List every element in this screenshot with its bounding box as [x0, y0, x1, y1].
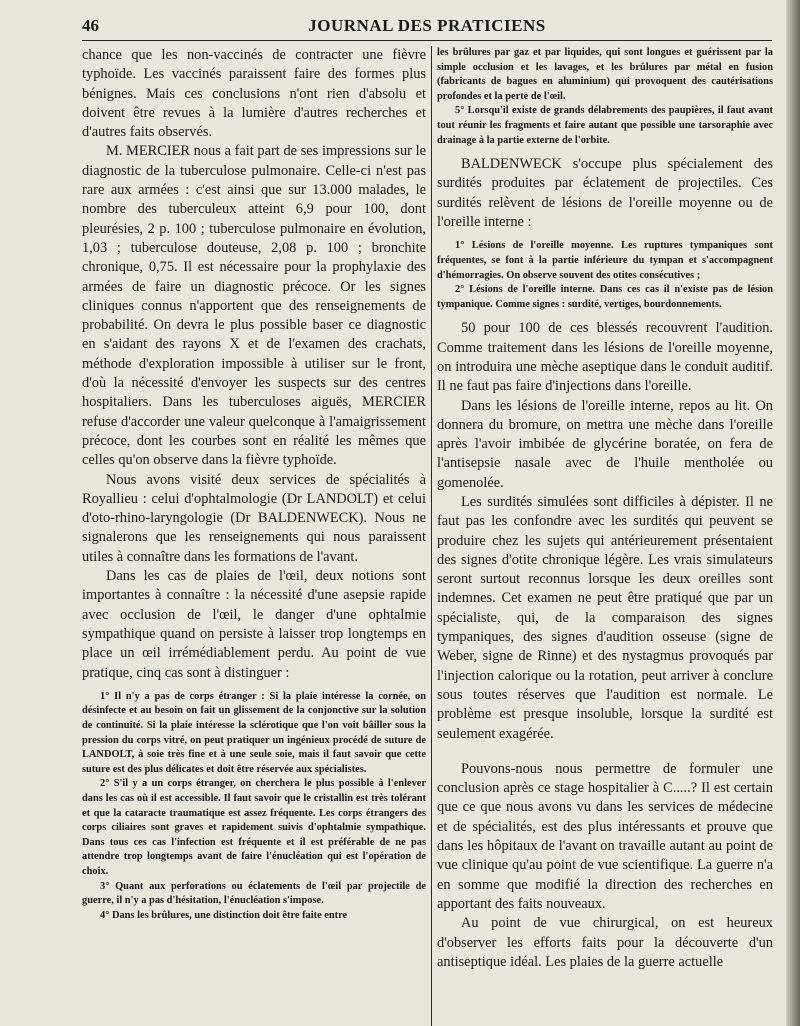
paragraph: Au point de vue chirurgical, on est heureux d'observer les efforts faits pour la découverte d'un antiseptique idéal. Les plaies de la guerre actuelle — [437, 915, 773, 970]
paragraph: Nous avons visité deux services de spécialités à Royallieu : celui d'ophtalmologie (Dr LANDOLT) et celui d'oto-rhino-laryngologie (Dr BALDENWECK). Nous ne signalerons que les renseignements qui nous paraissent utiles à connaître dans les formations de l'avant. — [82, 471, 426, 565]
numbered-note: 2° S'il y a un corps étranger, on cherchera le plus possible à l'enlever dans les cas où il est accessible. Il faut savoir que le cristallin est très tolérant et que la cataracte traumatique est assez fréquente. Les corps étrangers des corps ciliaires sont graves et rapidement suivis d'ophtalmie sympathique. Dans tous ces cas l'infection est fréquente et il est préférable de ne pas attendre trop longtemps avant de faire l'énucléation qui est l'opération de choix. — [82, 778, 426, 877]
page-header — [82, 12, 772, 42]
numbered-note: 2° Lésions de l'oreille interne. Dans ces cas il n'existe pas de lésion tympanique. Comme signes : surdité, vertiges, bourdonnements. — [437, 284, 773, 310]
paragraph: Pouvons-nous nous permettre de formuler une conclusion après ce stage hospitalier à C.....? Il est certain que ce que nous avons vu dans les services de médecine et de spécialités, est des plus intéressants et prouve que dans les hôpitaux de l'avant on travaille autant au point de vue clinique qu'au point de vue scientifique. La guerre n'a en somme que modifié la direction des recherches en apportant des faits nouveaux. — [437, 760, 773, 912]
numbered-note: 5° Lorsqu'il existe de grands délabrements des paupières, il faut avant tout réunir les fragments et faire autant que possible une tarsoraphie avec drainage à la partie externe de l'orbite. — [437, 105, 773, 146]
numbered-note: 3° Quant aux perforations ou éclatements de l'œil par projectile de guerre, il n'y a pas d'hésitation, l'énucléation s'impose. — [82, 880, 426, 907]
paragraph: 50 pour 100 de ces blessés recouvrent l'audition. Comme traitement dans les lésions de l'oreille moyenne, on introduira une mèche aseptique dans le conduit auditif. Il ne faut pas faire d'injections dans l'oreille. — [437, 320, 773, 395]
numbered-note: 4° Dans les brûlures, une distinction doit être faite entre — [100, 909, 348, 921]
header-rule — [82, 40, 772, 41]
page-number: 46 — [82, 16, 99, 35]
numbered-note: 1° Lésions de l'oreille moyenne. Les ruptures tympaniques sont fréquentes, se font à la partie inférieure du tympan et s'accompagnent d'hémorragies. On observe souvent des otites consécutives ; — [437, 240, 773, 281]
numbered-note: 1° Il n'y a pas de corps étranger : Si la plaie intéresse la cornée, on désinfecte et au besoin on fait un glissement de la conjonctive sur la solution de continuité. Si la plaie intéresse la sclérotique que l'on voit bâiller sous la pression du corps vitré, on peut pratiquer un ingénieux procédé de suture de LANDOLT, à soie très fine et à une seule soie, mais il faut savoir que cette suture est des plus délicates et doit être réservée aux spécialistes. — [82, 690, 426, 775]
page-edge-shadow — [786, 0, 800, 1026]
paragraph: Dans les lésions de l'oreille interne, repos au lit. On donnera du bromure, on mettra une mèche dans l'oreille après l'avoir imbibée de glycérine boratée, on fera de l'antisepsie nasale avec de l'huile mentholée ou gomenolée. — [437, 397, 773, 491]
paragraph: chance que les non-vaccinés de contracter une fièvre typhoïde. Les vaccinés paraissent faire des formes plus bénignes. Mais ces conclusions n'ont rien d'absolu et doivent être revues à la lumière d'autres recherches et d'autres faits observés. — [82, 47, 426, 141]
paragraph: Dans les cas de plaies de l'œil, deux notions sont importantes à connaître : la nécessité d'une asepsie rapide avec occlusion de l'œil, le danger d'une ophtalmie sympathique quand on persiste à laisser trop longtemps en place un œil irrémédiablement perdu. Au point de vue pratique, cinq cas sont à distinguer : — [82, 568, 426, 681]
column-divider — [431, 46, 432, 1026]
paragraph: M. MERCIER nous a fait part de ses impressions sur le diagnostic de la tuberculose pulmonaire. Celle-ci n'est pas rare aux armées : c'est ainsi que sur 13.000 malades, le nombre des tuberculeux atteint 6,9 pour 100, dont pleurésies, 2 p. 100 ; tuberculose pulmonaire en évolution, 1,03 ; tuberculose douteuse, 2,08 p. 100 ; bronchite chronique, 0,75. Il est nécessaire pour la prophylaxie des armées de faire un diagnostic précoce. Or les signes cliniques connus n'apportent que des renseignements de probabilité. On devra le plus possible baser ce diagnostic en s'aidant des rayons X et de l'examen des crachats, méthode d'exploration impossible à utiliser sur le front, d'où la nécessité d'envoyer les suspects sur des centres hospitaliers. Dans les tuberculoses aiguës, MERCIER refuse d'accorder une valeur quelconque à l'amaigrissement précoce, dont les courbes sont en réalité les mêmes que celles qu'on observe dans la fièvre typhoïde. — [82, 143, 426, 469]
numbered-note: les brûlures par gaz et par liquides, qui sont longues et guérissent par la simple occlusion et les lavages, et les brûlures par métal en fusion (fabricants de bagues en aluminium) qui provoquent des cautérisations profondes et la perte de l'œil. — [437, 47, 773, 102]
paragraph: Les surdités simulées sont difficiles à dépister. Il ne faut pas les confondre avec les surdités qui peuvent se produire chez les sujets qui antérieurement présentaient des signes d'otite chronique légère. Les vrais simulateurs seront surtout reconnus lorsque les deux oreilles sont indemnes. Cet examen ne peut être pratiqué que par un spécialiste, qui, de la comparaison des signes tympaniques, des signes d'audition osseuse (signe de Weber, signe de Rinne) et des nystagmus provoqués par l'injection calorique ou la rotation, peut arriver à conclure sous toutes réserves que l'audition est normale. Le problème est presque insoluble, lorsque la surdité est seulement exagérée. — [437, 493, 773, 742]
paragraph: BALDENWECK s'occupe plus spécialement des surdités produites par éclatement de projectiles. Ces surdités relèvent de lésions de l'oreille moyenne ou de l'oreille interne : — [437, 156, 773, 231]
journal-title: JOURNAL DES PRATICIENS — [308, 16, 546, 35]
left-column — [82, 46, 426, 1026]
right-column — [437, 46, 773, 1026]
